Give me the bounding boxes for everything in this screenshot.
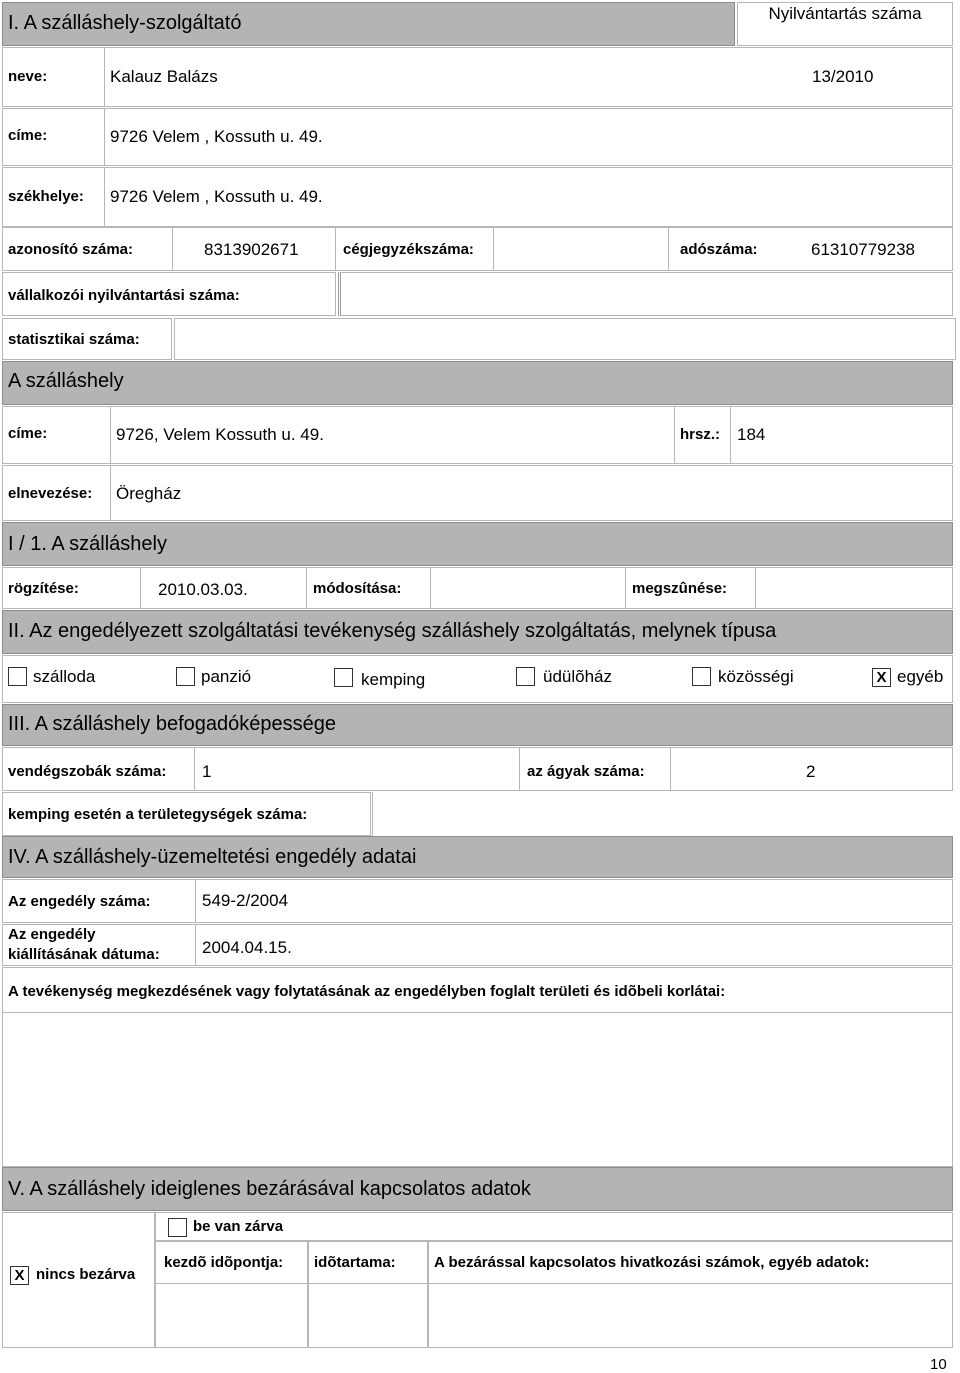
- type-label-kozossegi: közösségi: [718, 667, 794, 686]
- page-number: 10: [930, 1356, 947, 1373]
- ended-value-cell: [755, 567, 953, 609]
- permit-number-value-cell: [195, 879, 953, 923]
- camping-units-value-cell: [372, 792, 953, 836]
- section5-title: V. A szálláshely ideiglenes bezárásával kapcsolatos adatok: [8, 1178, 531, 1200]
- permit-number-label: Az engedély száma:: [8, 893, 151, 910]
- tax-label: adószáma:: [680, 241, 758, 258]
- hrsz-value: 184: [737, 425, 766, 444]
- seat-label: székhelye:: [8, 188, 84, 205]
- stat-label: statisztikai száma:: [8, 331, 140, 348]
- address-label: címe:: [8, 127, 48, 144]
- types-row: [2, 655, 953, 703]
- type-label-kemping: kemping: [361, 670, 426, 689]
- not-closed-label: nincs bezárva: [36, 1266, 136, 1283]
- type-checkbox-panzio[interactable]: [176, 667, 195, 686]
- type-checkbox-udulohaz[interactable]: [516, 667, 535, 686]
- type-label-egyeb: egyéb: [897, 667, 944, 686]
- duration-label: idõtartama:: [314, 1254, 396, 1271]
- modified-label: módosítása:: [313, 580, 402, 597]
- type-label-szalloda: szálloda: [33, 667, 96, 686]
- type-label-panzio: panzió: [201, 667, 252, 686]
- accommodation-name-label: elnevezése:: [8, 485, 93, 502]
- name-label: neve:: [8, 68, 48, 85]
- section4-title: IV. A szálláshely-üzemeltetési engedély adatai: [8, 846, 417, 868]
- closed-label: be van zárva: [193, 1218, 284, 1235]
- rooms-value: 1: [202, 762, 212, 781]
- modified-value-cell: [430, 567, 626, 609]
- type-checkbox-szalloda[interactable]: [8, 667, 27, 686]
- stat-value-cell: [174, 318, 956, 360]
- recorded-label: rögzítése:: [8, 580, 79, 597]
- section1-title: I. A szálláshely-szolgáltató: [8, 12, 242, 34]
- accommodation-header: [2, 361, 953, 405]
- type-checkbox-kemping[interactable]: [334, 668, 353, 687]
- company-reg-value-cell: [493, 227, 669, 271]
- registration-number-label: Nyilvántartás száma: [768, 4, 922, 23]
- section2-title: II. Az engedélyezett szolgáltatási tevékenység szálláshely szolgáltatás, melynek típusa: [8, 620, 777, 642]
- type-checkbox-kozossegi[interactable]: [692, 667, 711, 686]
- permit-date-value-cell: [195, 924, 953, 966]
- permit-date-label-line1: Az engedély: [8, 926, 96, 943]
- entrepreneur-label: vállalkozói nyilvántartási száma:: [8, 287, 240, 304]
- section1-1-title: I / 1. A szálláshely: [8, 533, 167, 555]
- tax-value: 61310779238: [811, 240, 916, 259]
- ended-label: megszûnése:: [632, 580, 728, 597]
- section3-title: III. A szálláshely befogadóképessége: [8, 713, 337, 735]
- id-label: azonosító száma:: [8, 241, 134, 258]
- accommodation-address-value: 9726, Velem Kossuth u. 49.: [116, 425, 324, 444]
- beds-label: az ágyak száma:: [527, 763, 645, 780]
- beds-value: 2: [806, 762, 816, 781]
- not-closed-checkbox[interactable]: X: [10, 1266, 29, 1285]
- hrsz-label: hrsz.:: [680, 426, 721, 443]
- start-label: kezdõ idõpontja:: [164, 1254, 284, 1271]
- limits-label: A tevékenység megkezdésének vagy folytatásának az engedélyben foglalt területi és idõbeli korlátai:: [8, 983, 726, 1000]
- company-reg-label: cégjegyzékszáma:: [343, 241, 474, 258]
- refs-label: A bezárással kapcsolatos hivatkozási számok, egyéb adatok:: [434, 1254, 870, 1271]
- type-label-udulohaz: üdülõház: [543, 667, 613, 686]
- id-value: 8313902671: [204, 240, 299, 259]
- recorded-value: 2010.03.03.: [158, 580, 248, 599]
- address-value: 9726 Velem , Kossuth u. 49.: [110, 127, 323, 146]
- camping-units-label: kemping esetén a területegységek száma:: [8, 806, 308, 823]
- rooms-label: vendégszobák száma:: [8, 763, 167, 780]
- type-checkbox-egyeb[interactable]: X: [872, 668, 891, 687]
- accommodation-name-value: Öregház: [116, 484, 182, 503]
- registration-number-value: 13/2010: [812, 67, 874, 86]
- rooms-value-cell: [194, 747, 520, 791]
- accommodation-title: A szálláshely: [8, 370, 124, 392]
- accommodation-name-cell: [110, 465, 953, 521]
- permit-number-value: 549-2/2004: [202, 891, 289, 910]
- permit-date-label-line2: kiállításának dátuma:: [8, 946, 160, 963]
- seat-value: 9726 Velem , Kossuth u. 49.: [110, 187, 323, 206]
- name-value: Kalauz Balázs: [110, 67, 218, 86]
- accommodation-address-label: címe:: [8, 425, 48, 442]
- entrepreneur-value-cell: [338, 272, 953, 316]
- permit-date-value: 2004.04.15.: [202, 938, 292, 957]
- closed-checkbox[interactable]: [168, 1218, 187, 1237]
